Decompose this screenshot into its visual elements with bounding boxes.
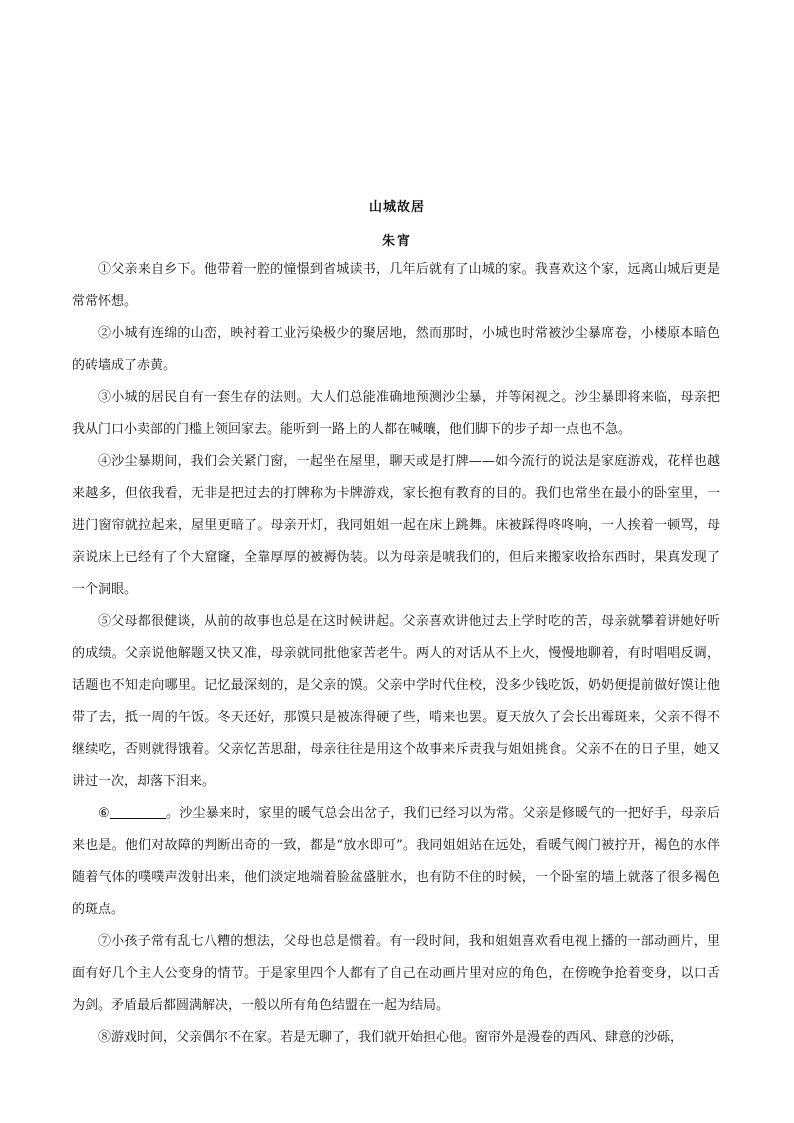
paragraph-3: ③小城的居民自有一套生存的法则。大人们总能准确地预测沙尘暴，并等闲视之。沙尘暴即将来临，母亲把我从门口小卖部的门槛上领回家去。能听到一路上的人都在喊嚷，他们脚下的步子却一点也不急。 bbox=[72, 390, 720, 437]
article-body bbox=[72, 254, 720, 1054]
paragraph-8: ⑧游戏时间，父亲偶尔不在家。若是无聊了，我们就开始担心他。窗帘外是漫卷的西风、肆意的沙砾， bbox=[98, 1030, 684, 1045]
paragraph-6-number: ⑥ bbox=[98, 806, 110, 821]
paragraph-6 bbox=[72, 798, 720, 926]
article-author: 朱宵 bbox=[381, 234, 412, 249]
paragraph-7: ⑦小孩子常有乱七八糟的想法，父母也总是惯着。有一段时间，我和姐姐喜欢看电视上播的一部动画片，里面有好几个主人公变身的情节。于是家里四个人都有了自己在动画片里对应的角色，在傍晚争抢着变身，以口舌为剑。矛盾最后都圆满解决，一般以所有角色结盟在一起为结局。 bbox=[72, 934, 720, 1013]
paragraph-5: ⑤父母都很健谈，从前的故事也总是在这时候讲起。父亲喜欢讲他过去上学时吃的苦，母亲就攀着讲她好听的成绩。父亲说他解题又快又准，母亲就同批他家苦老牛。两人的对话从不上火，慢慢地聊着，有时唱唱反调，话题也不知走向哪里。记忆最深刻的，是父亲的馍。父亲中学时代住校，没多少钱吃饭，奶奶便提前做好馍让他带了去，抵一周的午饭。冬天还好，那馍只是被冻得硬了些，啃来也罢。夏天放久了会长出霉斑来，父亲不得不继续吃，否则就得饿着。父亲忆苦思甜，母亲往往是用这个故事来斥责我与姐姐挑食。父亲不在的日子里，她又讲过一次，却落下泪来。 bbox=[72, 614, 720, 789]
paragraph-6-text: 。沙尘暴来时，家里的暖气总会出岔子，我们已经习以为常。父亲是修暖气的一把好手，母亲后来也是。他们对故障的判断出奇的一致，都是“放水即可”。我同姐姐站在远处，看暖气阀门被拧开，褐色的水伴随着气体的噗噗声泼射出来，他们淡定地端着脸盆盛脏水，也有防不住的时候，一个卧室的墙上就落了很多褐色的斑点。 bbox=[72, 806, 720, 917]
article-title: 山城故居 bbox=[368, 200, 425, 215]
paragraph-2: ②小城有连绵的山峦，映衬着工业污染极少的聚居地，然而那时，小城也时常被沙尘暴席卷，小楼原本暗色的砖墙成了赤黄。 bbox=[72, 326, 720, 373]
paragraph-4: ④沙尘暴期间，我们会关紧门窗，一起坐在屋里，聊天或是打牌——如今流行的说法是家庭游戏，花样也越来越多，但依我看，无非是把过去的打牌称为卡牌游戏，家长抱有教育的目的。我们也常坐在最小的卧室里，一进门窗帘就拉起来，屋里更暗了。母亲开灯，我同姐姐一起在床上跳舞。床被踩得咚咚响，一人挨着一顿骂，母亲说床上已经有了个大窟窿，全靠厚厚的被褥伪装。以为母亲是唬我们的，但后来搬家收拾东西时，果真发现了一个洞眼。 bbox=[72, 454, 720, 597]
paragraph-1: ①父亲来自乡下。他带着一腔的憧憬到省城读书，几年后就有了山城的家。我喜欢这个家，远离山城后更是常常怀想。 bbox=[72, 262, 720, 309]
fill-in-blank bbox=[110, 804, 166, 819]
